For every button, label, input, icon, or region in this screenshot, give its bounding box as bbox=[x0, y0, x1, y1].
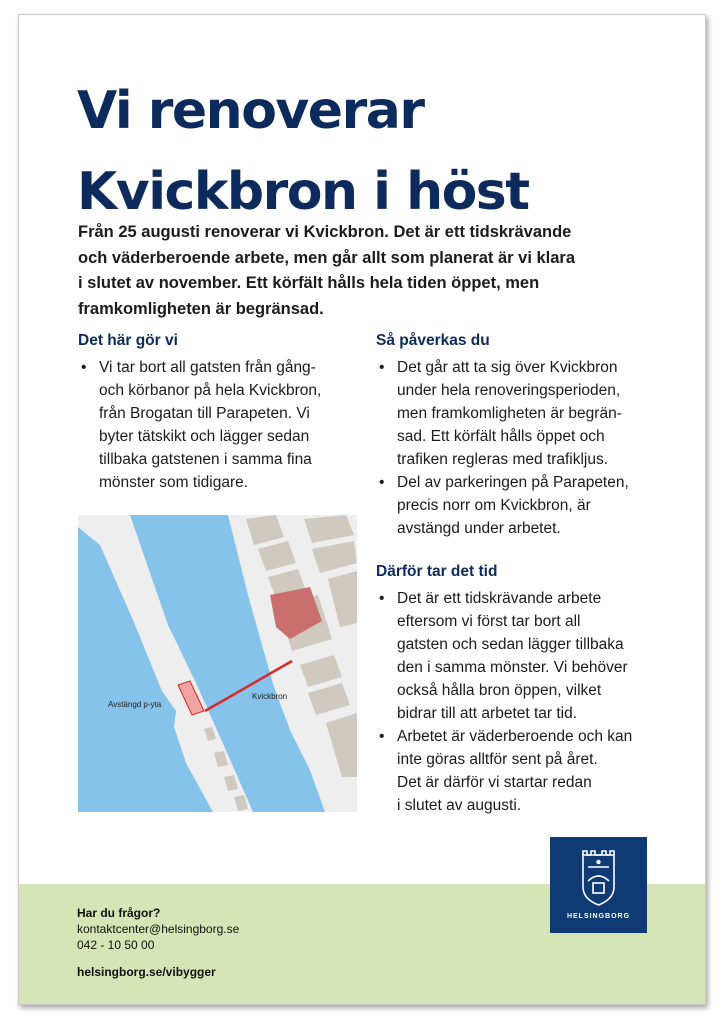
map-graphic bbox=[78, 515, 357, 812]
section-why-list bbox=[376, 587, 676, 817]
list-item-line: avstängd under arbetet. bbox=[397, 520, 561, 537]
helsingborg-logo bbox=[550, 837, 647, 933]
section-why bbox=[376, 562, 676, 817]
list-item-line: • Det går att ta sig över Kvickbron bbox=[397, 359, 618, 376]
list-item-line: från Brogatan till Parapeten. Vi bbox=[99, 405, 310, 422]
list-item-line: • Arbetet är väderberoende och kan bbox=[397, 728, 633, 745]
list-item-line: eftersom vi först tar bort all bbox=[397, 613, 581, 630]
list-item-line: men framkomligheten är begrän- bbox=[397, 405, 622, 422]
notice-page bbox=[18, 14, 706, 1005]
intro-line: i slutet av november. Ett körfält hålls hela tiden öppet, men bbox=[78, 274, 540, 292]
list-item-line: gatsten och sedan lägger tillbaka bbox=[397, 636, 624, 653]
section-impact-list bbox=[376, 356, 676, 540]
list-item-line: inte göras alltför sent på året. bbox=[397, 751, 598, 768]
bridge-map bbox=[78, 515, 357, 812]
footer-website-link[interactable]: helsingborg.se/vibygger bbox=[77, 965, 216, 979]
footer-phone: 042 - 10 50 00 bbox=[77, 938, 155, 952]
map-label-parking: Avstängd p-yta bbox=[108, 700, 162, 709]
list-item-line: mönster som tidigare. bbox=[99, 474, 249, 491]
section-work-heading: Det här gör vi bbox=[78, 332, 178, 349]
section-impact bbox=[376, 331, 676, 540]
list-item-line: tillbaka gatstenen i samma fina bbox=[99, 451, 312, 468]
list-item-line: Det är därför vi startar redan bbox=[397, 774, 592, 791]
list-item-line: • Del av parkeringen på Parapeten, bbox=[397, 474, 629, 491]
intro-line: Från 25 augusti renoverar vi Kvickbron. Det är ett tidskrävande bbox=[78, 223, 572, 241]
list-item-line: och körbanor på hela Kvickbron, bbox=[99, 382, 322, 399]
list-item-line: i slutet av augusti. bbox=[397, 797, 522, 814]
intro-line: och väderberoende arbete, men går allt som planerat är vi klara bbox=[78, 248, 576, 267]
section-why-heading: Därför tar det tid bbox=[376, 563, 498, 580]
list-item-line: bidrar till att arbetet tar tid. bbox=[397, 705, 578, 722]
list-item bbox=[376, 471, 676, 540]
list-item-line: • Det är ett tidskrävande arbete bbox=[397, 590, 602, 607]
list-item-line: trafiken regleras med trafikljus. bbox=[397, 451, 609, 468]
list-item-line: byter tätskikt och lägger sedan bbox=[99, 428, 310, 445]
footer-question: Har du frågor? bbox=[77, 906, 161, 920]
title-line-1: Vi renoverar bbox=[77, 81, 424, 141]
map-label-bridge: Kvickbron bbox=[252, 692, 288, 701]
list-item bbox=[376, 725, 676, 817]
intro-line: framkomligheten är begränsad. bbox=[78, 299, 324, 318]
logo-text: HELSINGBORG bbox=[566, 913, 631, 920]
list-item bbox=[376, 587, 676, 725]
list-item-line: sad. Ett körfält hålls öppet och bbox=[397, 428, 605, 445]
list-item-line: • Vi tar bort all gatsten från gång- bbox=[99, 359, 316, 376]
section-impact-heading: Så påverkas du bbox=[376, 332, 490, 349]
list-item bbox=[78, 356, 358, 494]
list-item-line: under hela renoveringsperioden, bbox=[397, 382, 621, 399]
section-work bbox=[78, 331, 358, 494]
footer-email-link[interactable]: kontaktcenter@helsingborg.se bbox=[77, 922, 240, 936]
intro-paragraph bbox=[78, 220, 658, 322]
list-item-line: också hålla bron öppen, vilket bbox=[397, 682, 602, 699]
list-item-line: den i samma mönster. Vi behöver bbox=[397, 659, 628, 676]
list-item bbox=[376, 356, 676, 471]
page-title bbox=[77, 71, 529, 233]
section-work-list bbox=[78, 356, 358, 494]
list-item-line: precis norr om Kvickbron, är bbox=[397, 497, 591, 514]
title-line-2: Kvickbron i höst bbox=[77, 162, 529, 222]
